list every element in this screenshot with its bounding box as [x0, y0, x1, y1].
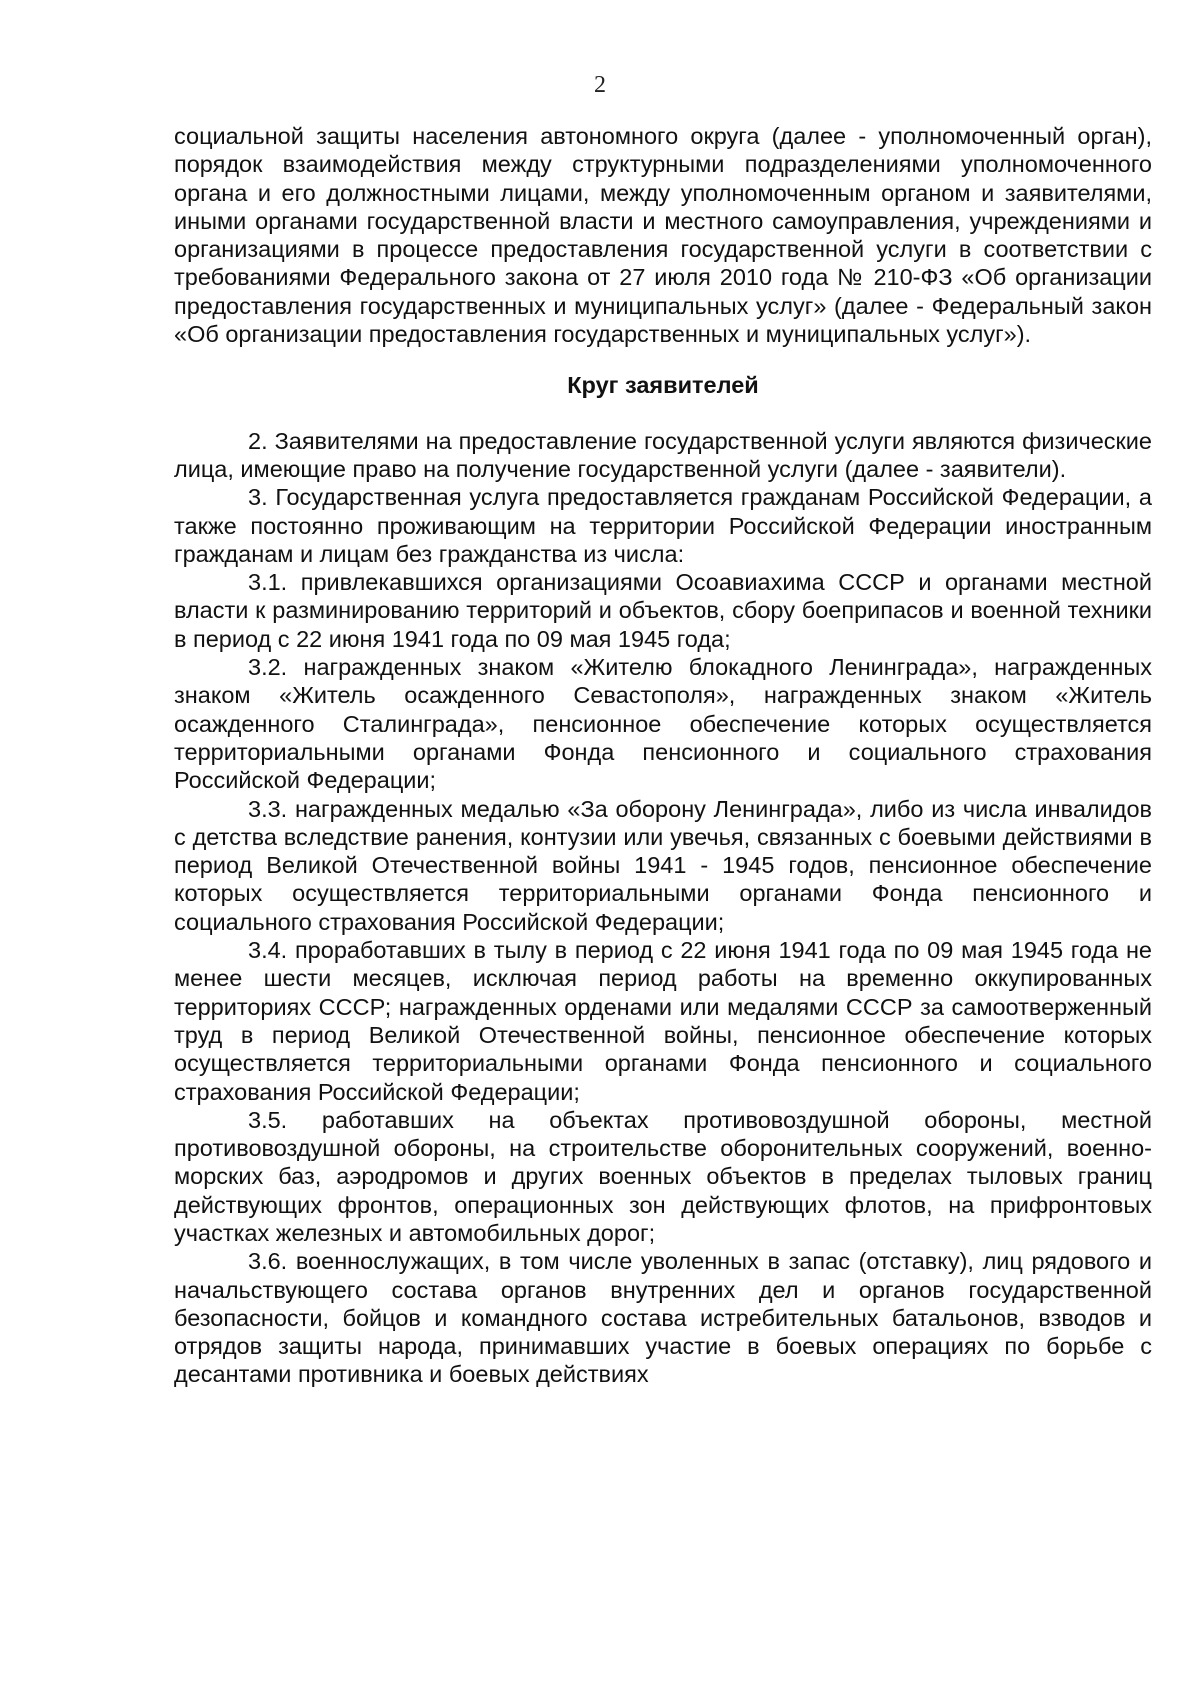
paragraph-3: 3. Государственная услуга предоставляется гражданам Российской Федерации, а также постоянно проживающим на территории Российской Федерации иностранным гражданам и лицам без гражданства из числа: [174, 484, 1152, 567]
paragraph-3-6: 3.6. военнослужащих, в том числе уволенных в запас (отставку), лиц рядового и начальствующего состава органов внутренних дел и органов государственной безопасности, бойцов и командного состава истребительных батальонов, взводов и отрядов защиты народа, принимавших участие в боевых операциях по борьбе с десантами противника и боевых действиях [174, 1248, 1152, 1388]
page-number: 2 [594, 72, 606, 98]
intro-paragraph: социальной защиты населения автономного округа (далее - уполномоченный орган), порядок взаимодействия между структурными подразделениями уполномоченного органа и его должностными лицами, между уполномоченным органом и заявителями, иными органами государственной власти и местного самоуправления, учреждениями и организациями в процессе предоставления государственной услуги в соответствии с требованиями Федерального закона от 27 июля 2010 года № 210-ФЗ «Об организации предоставления государственных и муниципальных услуг» (далее - Федеральный закон «Об организации предоставления государственных и муниципальных услуг»). [174, 123, 1152, 348]
paragraph-3-3: 3.3. награжденных медалью «За оборону Ленинграда», либо из числа инвалидов с детства вследствие ранения, контузии или увечья, связанных с боевыми действиями в период Великой Отечественной войны 1941 - 1945 годов, пенсионное обеспечение которых осуществляется территориальными органами Фонда пенсионного и социального страхования Российской Федерации; [174, 795, 1152, 935]
paragraph-3-2: 3.2. награжденных знаком «Жителю блокадного Ленинграда», награжденных знаком «Житель осажденного Севастополя», награжденных знаком «Житель осажденного Сталинграда», пенсионное обеспечение которых осуществляется территориальными органами Фонда пенсионного и социального страхования Российской Федерации; [174, 654, 1152, 794]
paragraph-3-4: 3.4. проработавших в тылу в период с 22 июня 1941 года по 09 мая 1945 года не менее шести месяцев, исключая период работы на временно оккупированных территориях СССР; награжденных орденами или медалями СССР за самоотверженный труд в период Великой Отечественной войны, пенсионное обеспечение которых осуществляется территориальными органами Фонда пенсионного и социального страхования Российской Федерации; [174, 937, 1152, 1105]
document-body [174, 122, 1152, 1389]
paragraph-3-5: 3.5. работавших на объектах противовоздушной обороны, местной противовоздушной обороны, на строительстве оборонительных сооружений, военно-морских баз, аэродромов и других военных объектов в пределах тыловых границ действующих фронтов, операционных зон действующих флотов, на прифронтовых участках железных и автомобильных дорог; [174, 1106, 1152, 1246]
paragraph-3-1: 3.1. привлекавшихся организациями Осоавиахима СССР и органами местной власти к разминированию территорий и объектов, сбору боеприпасов и военной техники в период с 22 июня 1941 года по 09 мая 1945 года; [174, 569, 1152, 652]
paragraph-2: 2. Заявителями на предоставление государственной услуги являются физические лица, имеющие право на получение государственной услуги (далее - заявители). [174, 427, 1152, 482]
section-heading: Круг заявителей [567, 372, 759, 399]
